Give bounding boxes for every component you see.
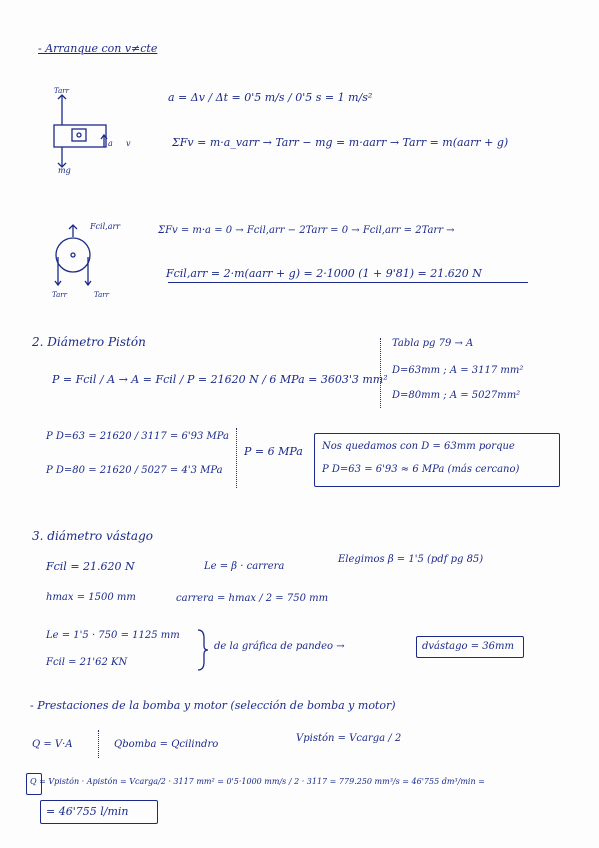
weight-label: mg [58,166,71,175]
rod-force: Fcil = 21.620 N [46,560,135,573]
max-height: hmax = 1500 mm [46,592,136,603]
section-title-piston: 2. Diámetro Pistón [32,335,146,349]
table-row-d80: D=80mm ; A = 5027mm² [392,390,521,401]
pulley-tension-right-label: Tarr [94,291,109,299]
tension-label: Tarr [54,87,69,95]
flow-definition: Q = V·A [32,739,73,750]
stroke-equation: carrera = hmax / 2 = 750 mm [176,593,329,604]
grouping-brace [196,628,208,672]
effective-length-value: Le = 1'5 · 750 = 1125 mm [46,630,180,641]
acceleration-label: a [108,139,113,148]
pulley-equilibrium-equation: ΣFv = m·a = 0 → Fcil,arr − 2Tarr = 0 → Fcil,arr = 2Tarr → [158,225,455,236]
section-title-arranque: - Arranque con v≠cte [38,42,158,55]
table-divider [380,338,381,408]
velocity-label: v [126,139,131,148]
flow-result: = 46'755 l/min [46,805,129,818]
flow-equality: Qbomba = Qcilindro [114,739,219,750]
pulley-tension-left-label: Tarr [52,291,67,299]
rod-force-kn: Fcil = 21'62 KN [46,657,128,668]
cylinder-force-result: Fcil,arr = 2·m(aarr + g) = 2·1000 (1 + 9'81) = 21.620 N [166,267,482,280]
cylinder-force-label: Fcil,arr [90,222,121,231]
load-free-body-diagram [50,95,130,175]
flow-divider [98,730,99,758]
pulley-free-body-diagram [55,225,115,295]
newton-equation: ΣFv = m·a_varr → Tarr − mg = m·aarr → Tarr = m(aarr + g) [172,136,509,149]
section-title-rod: 3. diámetro vástago [32,529,153,543]
section-title-pump-motor: - Prestaciones de la bomba y motor (selección de bomba y motor) [30,699,396,712]
buckling-chart-reference: de la gráfica de pandeo → [214,641,345,652]
pressure-d63: P D=63 = 21620 / 3117 = 6'93 MPa [46,431,229,442]
table-reference: Tabla pg 79 → A [392,338,474,349]
piston-velocity: Vpistón = Vcarga / 2 [296,733,402,744]
conclusion-line-2: P D=63 = 6'93 ≈ 6 MPa (más cercano) [322,464,520,475]
piston-area-equation: P = Fcil / A → A = Fcil / P = 21620 N / 6 MPa = 3603'3 mm² [52,373,388,386]
result-underline [168,282,528,283]
acceleration-equation: a = Δv / Δt = 0'5 m/s / 0'5 s = 1 m/s² [168,91,373,104]
conclusion-line-1: Nos quedamos con D = 63mm porque [322,441,515,452]
target-pressure: P = 6 MPa [244,445,303,458]
pressure-d80: P D=80 = 21620 / 5027 = 4'3 MPa [46,465,223,476]
rod-diameter-result: dvástago = 36mm [422,641,514,652]
pressure-divider [236,428,237,488]
table-row-d63: D=63mm ; A = 3117 mm² [392,365,524,376]
beta-choice: Elegimos β = 1'5 (pdf pg 85) [338,554,484,565]
flow-calculation: Q = Vpistón · Apistón = Vcarga/2 · 3117 mm² = 0'5·1000 mm/s / 2 · 3117 = 779.250 mm³/s = 46'755 dm³/min = [30,777,485,786]
effective-length-equation: Le = β · carrera [204,561,285,572]
